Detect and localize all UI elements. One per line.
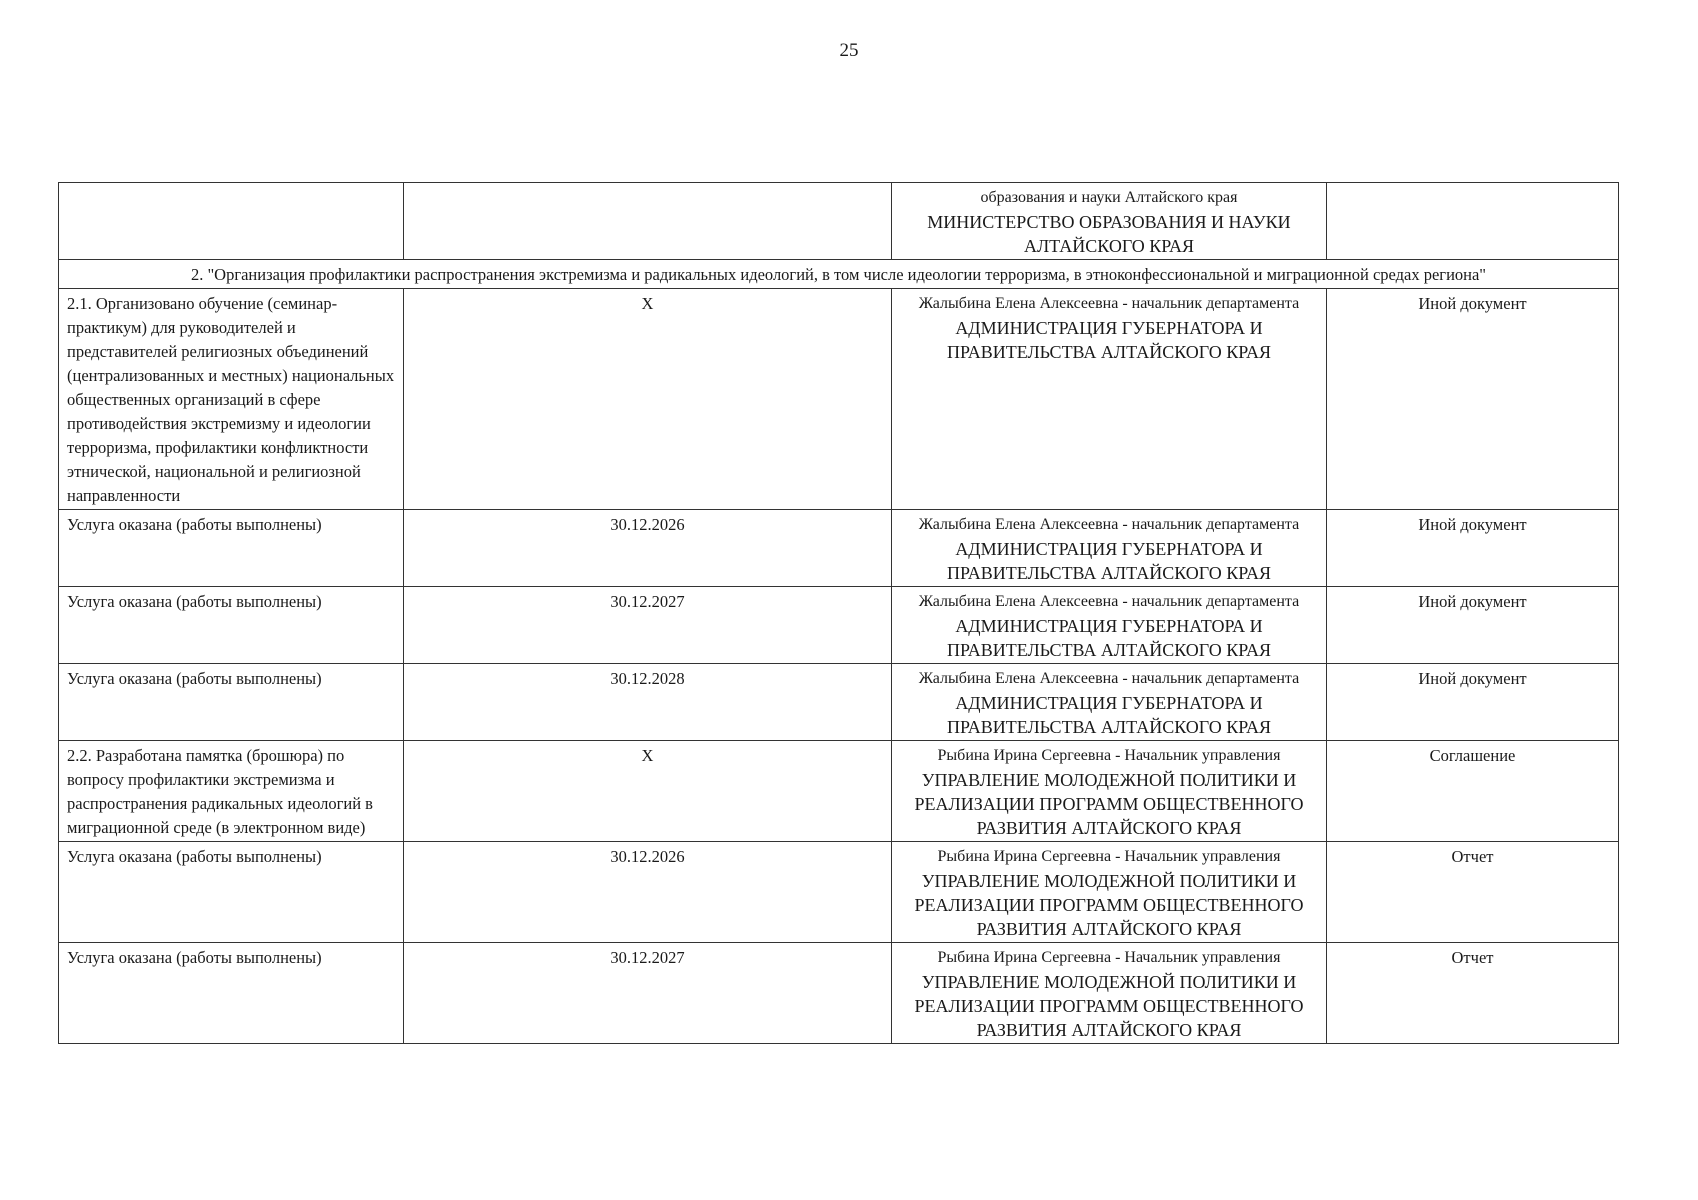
cell-document bbox=[1327, 943, 1619, 1044]
cell-name bbox=[59, 664, 404, 741]
cell-responsible bbox=[892, 842, 1327, 943]
cell-date bbox=[404, 664, 892, 741]
cell-name bbox=[59, 943, 404, 1044]
cell-responsible bbox=[892, 741, 1327, 842]
row-date: 30.12.2026 bbox=[610, 515, 685, 534]
cell-name bbox=[59, 741, 404, 842]
cell-date bbox=[404, 587, 892, 664]
responsible-org: УПРАВЛЕНИЕ МОЛОДЕЖНОЙ ПОЛИТИКИ И РЕАЛИЗАЦИИ ПРОГРАММ ОБЩЕСТВЕННОГО РАЗВИТИЯ АЛТАЙСКОГО КРАЯ bbox=[914, 770, 1304, 838]
row-name: Услуга оказана (работы выполнены) bbox=[67, 592, 322, 611]
row-document: Иной документ bbox=[1418, 592, 1527, 611]
cell-document bbox=[1327, 183, 1619, 260]
cell-date bbox=[404, 842, 892, 943]
row-date: 30.12.2026 bbox=[610, 847, 685, 866]
responsible-person: Жалыбина Елена Алексеевна - начальник департамента bbox=[918, 593, 1300, 610]
responsible-org: УПРАВЛЕНИЕ МОЛОДЕЖНОЙ ПОЛИТИКИ И РЕАЛИЗАЦИИ ПРОГРАММ ОБЩЕСТВЕННОГО РАЗВИТИЯ АЛТАЙСКОГО КРАЯ bbox=[914, 972, 1304, 1040]
cell-document bbox=[1327, 664, 1619, 741]
responsible-person: Рыбина Ирина Сергеевна - Начальник управления bbox=[937, 949, 1281, 966]
row-date: 30.12.2027 bbox=[610, 948, 685, 967]
responsible-person: образования и науки Алтайского края bbox=[980, 189, 1238, 206]
cell-name bbox=[59, 842, 404, 943]
cell-document bbox=[1327, 741, 1619, 842]
cell-responsible bbox=[892, 510, 1327, 587]
table-row bbox=[59, 842, 1619, 943]
cell-date bbox=[404, 510, 892, 587]
cell-date bbox=[404, 289, 892, 510]
cell-name bbox=[59, 183, 404, 260]
row-name: Услуга оказана (работы выполнены) bbox=[67, 669, 322, 688]
responsible-org: МИНИСТЕРСТВО ОБРАЗОВАНИЯ И НАУКИ АЛТАЙСКОГО КРАЯ bbox=[927, 212, 1291, 256]
cell-date bbox=[404, 741, 892, 842]
responsible-person: Жалыбина Елена Алексеевна - начальник департамента bbox=[918, 516, 1300, 533]
cell-document bbox=[1327, 842, 1619, 943]
responsible-org: АДМИНИСТРАЦИЯ ГУБЕРНАТОРА И ПРАВИТЕЛЬСТВА АЛТАЙСКОГО КРАЯ bbox=[947, 318, 1271, 362]
table-row bbox=[59, 510, 1619, 587]
cell-responsible bbox=[892, 289, 1327, 510]
row-document: Соглашение bbox=[1429, 746, 1516, 765]
cell-date bbox=[404, 183, 892, 260]
cell-document bbox=[1327, 587, 1619, 664]
table-row bbox=[59, 943, 1619, 1044]
table-row bbox=[59, 587, 1619, 664]
responsible-person: Жалыбина Елена Алексеевна - начальник департамента bbox=[918, 295, 1300, 312]
cell-document bbox=[1327, 289, 1619, 510]
section-title: 2. "Организация профилактики распространения экстремизма и радикальных идеологий, в том числе идеологии терроризма, в этноконфессиональной и миграционной средах региона" bbox=[59, 260, 1619, 289]
responsible-org: УПРАВЛЕНИЕ МОЛОДЕЖНОЙ ПОЛИТИКИ И РЕАЛИЗАЦИИ ПРОГРАММ ОБЩЕСТВЕННОГО РАЗВИТИЯ АЛТАЙСКОГО КРАЯ bbox=[914, 871, 1304, 939]
table-row bbox=[59, 664, 1619, 741]
cell-name bbox=[59, 289, 404, 510]
table-row bbox=[59, 741, 1619, 842]
continuation-row bbox=[59, 183, 1619, 260]
responsible-org: АДМИНИСТРАЦИЯ ГУБЕРНАТОРА И ПРАВИТЕЛЬСТВА АЛТАЙСКОГО КРАЯ bbox=[947, 616, 1271, 660]
row-name: Услуга оказана (работы выполнены) bbox=[67, 948, 322, 967]
section-row bbox=[59, 260, 1619, 289]
row-date: X bbox=[641, 746, 654, 765]
row-name: 2.2. Разработана памятка (брошюра) по вопросу профилактики экстремизма и распространения радикальных идеологий в миграционной среде (в электронном виде) bbox=[67, 746, 373, 837]
cell-document bbox=[1327, 510, 1619, 587]
row-date: X bbox=[641, 294, 654, 313]
row-document: Иной документ bbox=[1418, 515, 1527, 534]
table-row bbox=[59, 289, 1619, 510]
cell-name bbox=[59, 587, 404, 664]
responsible-person: Жалыбина Елена Алексеевна - начальник департамента bbox=[918, 670, 1300, 687]
responsible-org: АДМИНИСТРАЦИЯ ГУБЕРНАТОРА И ПРАВИТЕЛЬСТВА АЛТАЙСКОГО КРАЯ bbox=[947, 693, 1271, 737]
row-document: Иной документ bbox=[1418, 294, 1527, 313]
cell-responsible bbox=[892, 183, 1327, 260]
page-number: 25 bbox=[839, 40, 859, 61]
results-table bbox=[58, 182, 1619, 1044]
cell-name bbox=[59, 510, 404, 587]
row-name: 2.1. Организовано обучение (семинар-практикум) для руководителей и представителей религиозных объединений (централизованных и местных) национальных общественных организаций в сфере противодействия экстремизму и идеологии терроризма, профилактики конфликтности этнической, национальной и религиозной направленности bbox=[67, 294, 395, 505]
row-name: Услуга оказана (работы выполнены) bbox=[67, 515, 322, 534]
responsible-person: Рыбина Ирина Сергеевна - Начальник управления bbox=[937, 848, 1281, 865]
cell-responsible bbox=[892, 587, 1327, 664]
row-date: 30.12.2028 bbox=[610, 669, 685, 688]
row-document: Иной документ bbox=[1418, 669, 1527, 688]
cell-date bbox=[404, 943, 892, 1044]
row-date: 30.12.2027 bbox=[610, 592, 685, 611]
cell-responsible bbox=[892, 664, 1327, 741]
results-table-body bbox=[59, 183, 1619, 1044]
row-name: Услуга оказана (работы выполнены) bbox=[67, 847, 322, 866]
row-document: Отчет bbox=[1451, 948, 1494, 967]
responsible-person: Рыбина Ирина Сергеевна - Начальник управления bbox=[937, 747, 1281, 764]
row-document: Отчет bbox=[1451, 847, 1494, 866]
cell-responsible bbox=[892, 943, 1327, 1044]
responsible-org: АДМИНИСТРАЦИЯ ГУБЕРНАТОРА И ПРАВИТЕЛЬСТВА АЛТАЙСКОГО КРАЯ bbox=[947, 539, 1271, 583]
